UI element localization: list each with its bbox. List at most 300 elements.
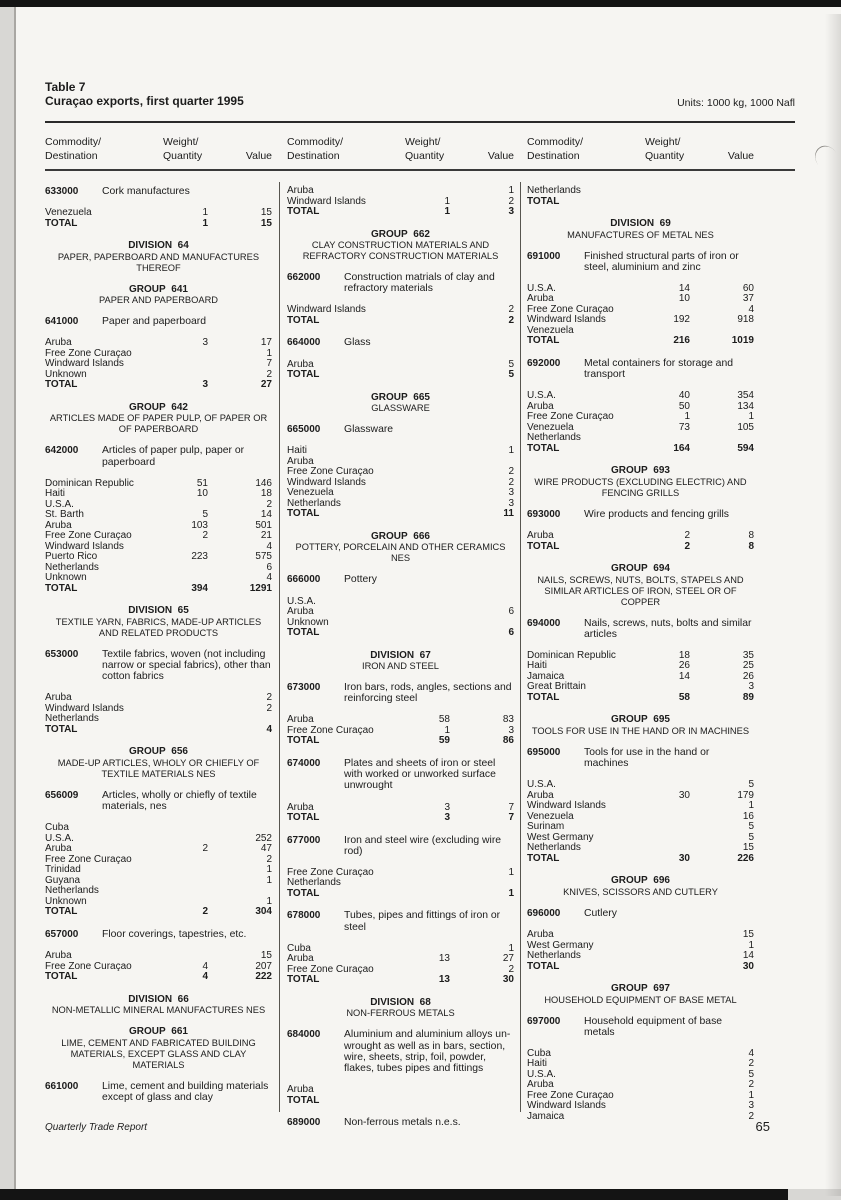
column-header-1 (45, 135, 272, 165)
destination-cell: TOTAL (527, 960, 560, 972)
group-title: CLAY CONSTRUCTION MATERIALS AND REFRACTORY CONSTRUCTION MATERIALS (302, 240, 499, 261)
value-cell: 7 (508, 801, 514, 813)
value-cell: 2 (508, 314, 514, 326)
group-heading (527, 563, 754, 608)
division-heading (45, 605, 272, 639)
destination-cell: TOTAL (287, 369, 320, 381)
quantity-cell: 30 (678, 852, 690, 864)
value-cell (208, 886, 272, 897)
commodity-description: Cork manufactures (102, 186, 190, 197)
value-cell: 6 (508, 606, 514, 618)
table-row (527, 951, 754, 962)
commodity-code: 691000 (527, 250, 561, 262)
quantity-cell (640, 197, 690, 208)
quantity-cell: 40 (678, 390, 690, 402)
quantity-cell (400, 305, 450, 316)
destination-rows (287, 186, 514, 218)
destination-cell: Aruba (45, 950, 72, 962)
value-cell: 1 (748, 411, 754, 423)
value-cell: 18 (260, 488, 272, 500)
destination-cell: Aruba (287, 606, 314, 618)
quantity-cell (400, 488, 450, 499)
quantity-cell: 51 (196, 477, 208, 489)
value-cell: 222 (255, 971, 272, 983)
commodity-item (527, 509, 754, 520)
commodity-item (45, 649, 272, 683)
value-cell: 2 (266, 368, 272, 380)
weight-header-line2: Quantity (405, 150, 445, 162)
quantity-cell: 394 (191, 582, 208, 594)
commodity-code: 657000 (45, 928, 79, 940)
quantity-cell (158, 704, 208, 715)
value-cell: 7 (508, 812, 514, 824)
destination-cell: Netherlands (527, 185, 581, 196)
destination-cell: Aruba (287, 1084, 314, 1096)
commodity-description: Textile fabrics, woven (not including narrow or special fabrics), other than cotton fabrics (102, 648, 271, 683)
table-row (287, 360, 514, 371)
value-cell: 47 (260, 843, 272, 855)
commodity-code: 656009 (45, 789, 79, 801)
commodity-destination-header (45, 135, 101, 163)
value-cell: 1 (266, 874, 272, 886)
value-cell: 15 (742, 842, 754, 854)
value-cell: 15 (260, 950, 272, 962)
total-row (527, 542, 754, 553)
value-cell: 918 (737, 314, 754, 326)
quantity-cell (400, 316, 450, 327)
value-cell: 594 (737, 442, 754, 454)
value-cell: 15 (260, 207, 272, 219)
destination-cell: TOTAL (287, 314, 320, 326)
table-row (45, 208, 272, 219)
destination-cell: Netherlands (45, 561, 99, 573)
value-cell: 11 (503, 508, 514, 520)
quantity-cell (158, 886, 208, 897)
division-heading (287, 997, 514, 1020)
commodity-code: 697000 (527, 1015, 561, 1027)
value-cell: 3 (748, 681, 754, 693)
group-heading (45, 284, 272, 307)
value-cell: 252 (255, 832, 272, 844)
destination-cell: Cuba (527, 1047, 551, 1059)
value-cell: 6 (266, 561, 272, 573)
destination-cell: Venezuela (287, 487, 334, 499)
value-cell: 7 (266, 358, 272, 370)
destination-cell: Free Zone Curaçao (45, 853, 132, 865)
destination-cell: Free Zone Curaçao (287, 466, 374, 478)
destination-rows (45, 823, 272, 918)
table-row (287, 944, 514, 955)
commodity-item (527, 747, 754, 769)
commodity-destination-header (287, 135, 343, 163)
quantity-cell: 26 (678, 660, 690, 672)
group-title: NAILS, SCREWS, NUTS, BOLTS, STAPELS AND SIMILAR ARTICLES OF IRON, STEEL OR OF COPPER (537, 574, 744, 607)
commodity-item (287, 272, 514, 294)
quantity-cell (158, 370, 208, 381)
commodity-code: 661000 (45, 1080, 79, 1092)
units-note: Units: 1000 kg, 1000 Nafl (677, 97, 795, 109)
table-row (527, 391, 754, 402)
value-cell: 354 (737, 390, 754, 402)
commodity-item (45, 790, 272, 812)
value-cell: 27 (260, 379, 272, 391)
group-code: GROUP 656 (129, 746, 188, 758)
commodity-description: Glassware (344, 424, 394, 436)
quantity-cell (640, 801, 690, 812)
value-cell: 26 (742, 670, 754, 682)
quantity-cell: 1 (444, 195, 450, 207)
destination-rows (527, 1049, 754, 1123)
destination-cell: Windward Islands (45, 702, 124, 714)
destination-cell: Unknown (45, 895, 87, 907)
destination-cell: Aruba (287, 714, 314, 726)
commodity-description: Pottery (344, 574, 377, 586)
destination-cell: TOTAL (287, 735, 320, 747)
group-heading (527, 714, 754, 737)
commodity-description: Articles, wholly or chiefly of textile materials, nes (102, 789, 257, 813)
quantity-cell: 2 (684, 540, 690, 552)
table-row (287, 965, 514, 976)
value-cell: 6 (508, 627, 514, 639)
division-heading (287, 650, 514, 673)
destination-cell: Netherlands (287, 497, 341, 509)
page-title: Curaçao exports, first quarter 1995 (45, 94, 244, 108)
commodity-description: Tools for use in the hand or machines (584, 746, 710, 770)
commodity-item (527, 358, 754, 380)
table-row (45, 897, 272, 908)
quantity-cell: 58 (438, 714, 450, 726)
destination-rows (527, 186, 754, 207)
commodity-code: 665000 (287, 424, 321, 436)
value-cell: 30 (742, 960, 754, 972)
value-cell: 2 (266, 853, 272, 865)
quantity-cell (158, 500, 208, 511)
destination-rows (287, 446, 514, 520)
destination-cell: TOTAL (527, 442, 560, 454)
value-cell: 8 (748, 540, 754, 552)
quantity-cell (640, 1080, 690, 1091)
value-cell: 3 (508, 487, 514, 499)
value-cell: 2 (748, 1058, 754, 1070)
quantity-cell: 1 (444, 724, 450, 736)
commodity-item (287, 337, 514, 348)
quantity-cell (640, 833, 690, 844)
table-row (45, 479, 272, 490)
commodity-code: 678000 (287, 910, 321, 922)
commodity-description: Articles of paper pulp, paper or paperboard (102, 445, 245, 468)
quantity-cell: 10 (678, 293, 690, 305)
destination-cell: U.S.A. (527, 779, 556, 791)
commodity-item (527, 251, 754, 273)
destination-cell: Venezuela (45, 207, 92, 219)
table-row (527, 531, 754, 542)
value-cell: 2 (508, 304, 514, 316)
table-row (287, 1085, 514, 1096)
quantity-cell (158, 855, 208, 866)
total-row (287, 509, 514, 520)
commodity-code: 693000 (527, 508, 561, 520)
commodity-description: Nails, screws, nuts, bolts and similar articles (584, 617, 752, 640)
commodity-description: Household equipment of base metals (584, 1015, 723, 1038)
column-separator-2 (520, 182, 521, 1112)
table-row (527, 843, 754, 854)
value-cell: 3 (748, 1100, 754, 1112)
value-cell (690, 197, 754, 208)
value-cell: 14 (260, 509, 272, 521)
quantity-cell (158, 951, 208, 962)
commodity-description: Metal containers for storage and transport (584, 357, 734, 381)
scan-edge-top (0, 0, 841, 7)
commodity-code: 694000 (527, 617, 561, 629)
destination-cell: Windward Islands (287, 195, 366, 207)
division-code: DIVISION 69 (610, 218, 671, 229)
destination-cell: Netherlands (45, 885, 99, 897)
destination-rows (527, 780, 754, 864)
division-title: NON-FERROUS METALS (346, 1008, 455, 1019)
value-cell: 1 (508, 445, 514, 457)
destination-rows (287, 868, 514, 900)
commodity-description: Floor coverings, tapestries, etc. (102, 928, 247, 940)
value-cell: 2 (508, 466, 514, 478)
destination-cell: TOTAL (527, 691, 560, 703)
value-cell: 5 (748, 1068, 754, 1080)
quantity-cell (400, 446, 450, 457)
weight-header-line1: Weight/ (645, 136, 681, 148)
commodity-item (287, 682, 514, 704)
value-cell: 2 (748, 1110, 754, 1122)
quantity-cell (158, 823, 208, 834)
quantity-cell: 10 (196, 488, 208, 500)
column-separator-1 (279, 182, 280, 1112)
quantity-cell: 1 (202, 207, 208, 219)
destination-cell: Aruba (287, 953, 314, 965)
destination-rows (527, 284, 754, 347)
commodity-description: Tubes, pipes and fittings of iron or steel (344, 910, 501, 933)
destination-cell: Aruba (287, 801, 314, 813)
quantity-cell (400, 1096, 450, 1107)
destination-cell: U.S.A. (287, 595, 316, 607)
value-cell (450, 457, 514, 468)
commodity-item (45, 929, 272, 940)
destination-cell: TOTAL (287, 508, 320, 520)
total-row (527, 854, 754, 865)
group-code: GROUP 641 (129, 283, 188, 295)
value-header: Value (487, 150, 514, 162)
value-header: Value (727, 150, 754, 162)
table-column-1 (45, 186, 272, 1114)
commodity-description: Wire products and fencing grills (584, 508, 729, 520)
destination-cell: U.S.A. (45, 498, 74, 510)
quantity-cell (640, 951, 690, 962)
destination-cell: U.S.A. (527, 1068, 556, 1080)
quantity-cell (640, 1101, 690, 1112)
destination-cell: Windward Islands (527, 314, 606, 326)
weight-quantity-header (645, 135, 684, 163)
destination-cell: Dominican Republic (527, 649, 616, 661)
table-label: Table 7 (45, 80, 86, 94)
commodity-description: Paper and paperboard (102, 316, 206, 328)
destination-cell: TOTAL (287, 812, 320, 824)
horizontal-rule-top (45, 121, 795, 123)
table-row (287, 446, 514, 457)
commodity-header-line1: Commodity/ (45, 136, 102, 148)
commodity-code: 695000 (527, 746, 561, 758)
quantity-cell (158, 359, 208, 370)
group-heading (287, 531, 514, 565)
destination-cell: Venezuela (527, 324, 574, 336)
value-cell: 1 (748, 1089, 754, 1101)
division-code: DIVISION 64 (128, 240, 189, 252)
group-heading (45, 746, 272, 780)
destination-cell: Aruba (527, 1079, 554, 1091)
destination-rows (45, 208, 272, 229)
quantity-cell (158, 865, 208, 876)
quantity-cell (400, 360, 450, 371)
quantity-cell (400, 597, 450, 608)
destination-rows (527, 531, 754, 552)
quantity-cell: 1 (444, 206, 450, 217)
group-title: KNIVES, SCISSORS AND CUTLERY (563, 886, 718, 897)
table-row (287, 499, 514, 510)
column-header-3 (527, 135, 754, 165)
total-row (287, 628, 514, 639)
value-cell: 1291 (249, 582, 272, 594)
table-row (527, 326, 754, 337)
value-cell: 4 (266, 540, 272, 552)
destination-cell: Aruba (45, 337, 72, 349)
table-row (527, 1049, 754, 1060)
commodity-item (287, 1029, 514, 1074)
table-row (45, 573, 272, 584)
commodity-code: 692000 (527, 357, 561, 369)
group-code: GROUP 642 (129, 401, 188, 413)
total-row (527, 197, 754, 208)
total-row (45, 972, 272, 983)
weight-header-line1: Weight/ (163, 136, 199, 148)
destination-cell: Cuba (45, 822, 69, 834)
destination-cell: Aruba (45, 692, 72, 704)
table-row (45, 489, 272, 500)
destination-cell: Free Zone Curaçao (287, 963, 374, 975)
table-row (527, 651, 754, 662)
value-cell: 1 (508, 866, 514, 878)
destination-cell: TOTAL (287, 206, 320, 217)
destination-cell: Free Zone Curaçao (45, 347, 132, 359)
value-cell: 1 (266, 895, 272, 907)
commodity-code: 641000 (45, 316, 79, 328)
quantity-cell (640, 1112, 690, 1123)
commodity-item (527, 908, 754, 919)
commodity-code: 696000 (527, 907, 561, 919)
destination-cell: Cuba (287, 942, 311, 954)
value-cell: 3 (508, 724, 514, 736)
value-cell: 2 (266, 702, 272, 714)
division-heading (45, 994, 272, 1017)
value-cell: 146 (255, 477, 272, 489)
destination-cell: Free Zone Curaçao (287, 866, 374, 878)
destination-cell: Windward Islands (45, 540, 124, 552)
commodity-code: 673000 (287, 682, 321, 694)
weight-header-line2: Quantity (645, 150, 685, 162)
commodity-header-line1: Commodity/ (287, 136, 344, 148)
destination-cell: Aruba (527, 293, 554, 305)
destination-cell: Free Zone Curaçao (527, 1089, 614, 1101)
division-code: DIVISION 65 (128, 605, 189, 617)
division-title: IRON AND STEEL (362, 661, 439, 672)
value-cell: 60 (742, 282, 754, 294)
quantity-cell: 14 (678, 282, 690, 294)
quantity-cell: 3 (202, 337, 208, 349)
group-heading (45, 1026, 272, 1071)
weight-header-line2: Quantity (163, 150, 203, 162)
scan-right-shade (825, 14, 841, 1196)
value-cell: 3 (508, 206, 514, 217)
quantity-cell: 2 (684, 530, 690, 542)
division-code: DIVISION 68 (370, 996, 431, 1008)
destination-cell: Dominican Republic (45, 477, 134, 489)
table-row (45, 823, 272, 834)
quantity-cell (640, 1091, 690, 1102)
destination-cell: TOTAL (45, 906, 78, 918)
group-heading (287, 392, 514, 415)
quantity-cell: 2 (202, 843, 208, 855)
total-row (287, 370, 514, 381)
value-cell: 2 (748, 1079, 754, 1091)
quantity-cell: 4 (202, 960, 208, 972)
quantity-cell (158, 693, 208, 704)
value-cell: 1 (508, 942, 514, 954)
destination-cell: Haiti (287, 445, 308, 457)
page-number: 65 (755, 1119, 770, 1134)
quantity-cell (400, 628, 450, 639)
quantity-cell: 192 (673, 314, 690, 326)
quantity-cell: 5 (202, 509, 208, 521)
division-heading (527, 218, 754, 241)
value-cell: 5 (748, 831, 754, 843)
value-cell (450, 597, 514, 608)
value-cell: 1019 (731, 335, 754, 347)
quantity-cell (640, 822, 690, 833)
group-heading (287, 229, 514, 263)
group-title: POTTERY, PORCELAIN AND OTHER CERAMICS NES (295, 542, 506, 564)
destination-cell: TOTAL (45, 723, 78, 735)
horizontal-rule-header (45, 169, 795, 171)
quantity-cell: 59 (438, 735, 450, 747)
table-row (45, 370, 272, 381)
column-header-2 (287, 135, 514, 165)
table-row (527, 682, 754, 693)
division-title: MANUFACTURES OF METAL NES (567, 229, 714, 240)
destination-cell: Venezuela (527, 421, 574, 433)
commodity-item (287, 424, 514, 435)
quantity-cell (640, 930, 690, 941)
commodity-item (287, 835, 514, 857)
commodity-code: 689000 (287, 1117, 321, 1129)
destination-cell: TOTAL (45, 971, 78, 983)
quantity-cell: 216 (673, 335, 690, 347)
table-title-block (45, 80, 244, 108)
destination-cell: U.S.A. (527, 282, 556, 294)
value-cell: 83 (502, 714, 514, 726)
table-row (287, 618, 514, 629)
value-cell (450, 1096, 514, 1107)
destination-cell: Aruba (527, 929, 554, 941)
total-row (527, 444, 754, 455)
destination-cell: Aruba (287, 455, 314, 467)
commodity-header-line1: Commodity/ (527, 136, 584, 148)
quantity-cell (400, 1085, 450, 1096)
quantity-cell: 14 (678, 670, 690, 682)
